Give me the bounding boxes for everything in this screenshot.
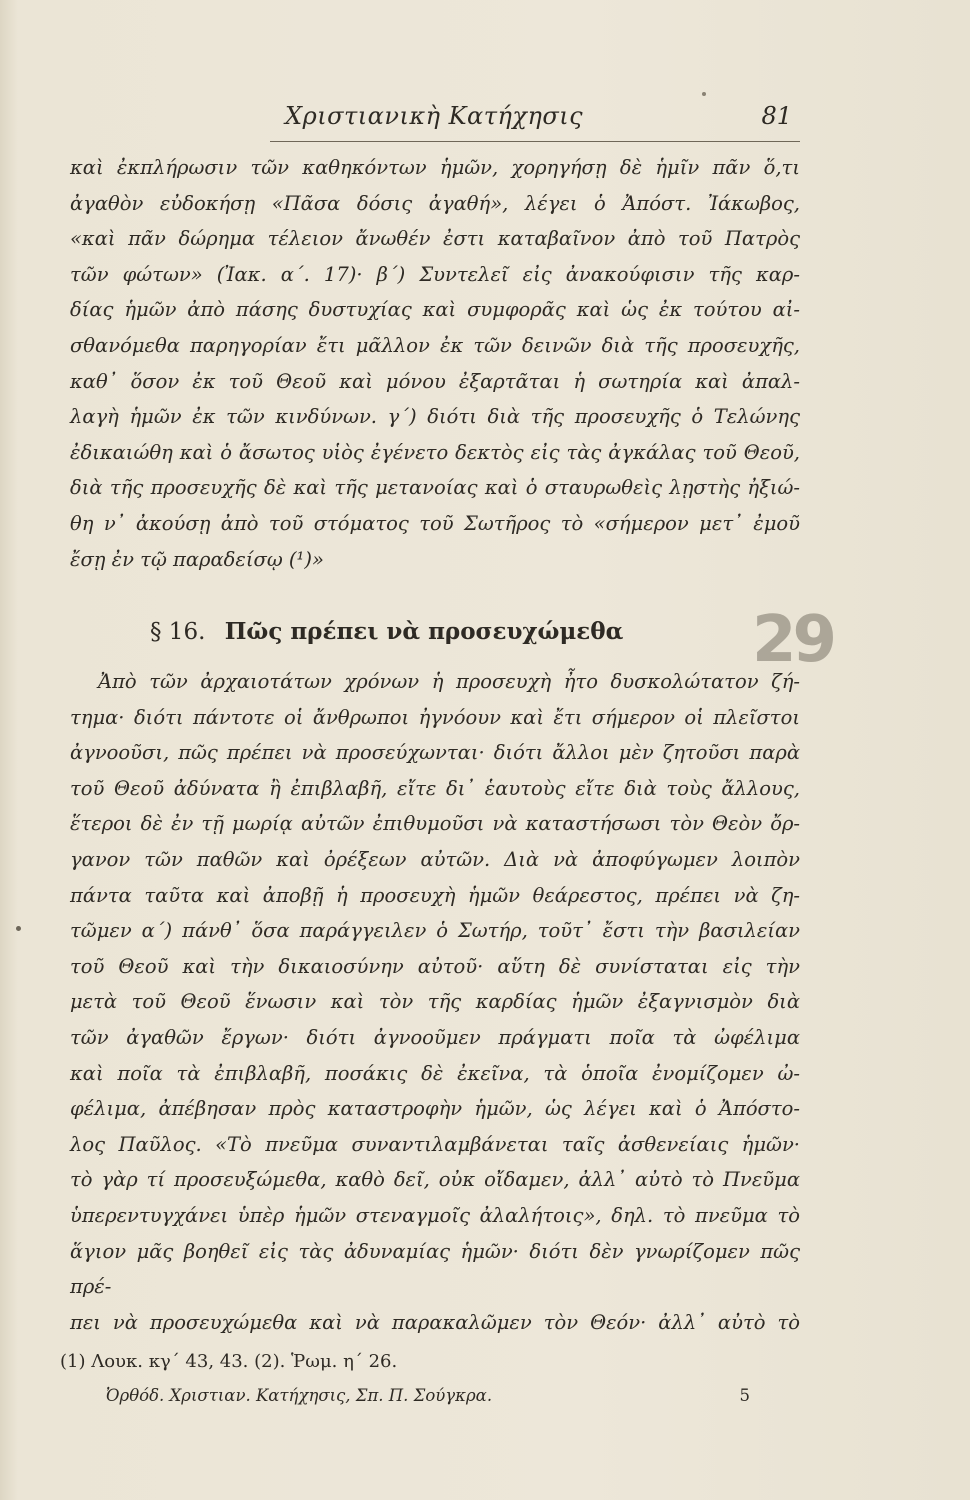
page-number: 81 [761,102,792,130]
handwritten-margin-number: 29 [752,603,834,677]
text-line: μετὰ τοῦ Θεοῦ ἕνωσιν καὶ τὸν τῆς καρδίας ἡμῶν ἐξαγνισμὸν διὰ [70,990,800,1014]
text-line: ἀγνοοῦσι, πῶς πρέπει νὰ προσεύχωνται· διότι ἄλλοι μὲν ζητοῦσι παρὰ [70,741,800,765]
book-title-signature: Ὀρθόδ. Χριστιαν. Κατήχησις, Σπ. Π. Σούγκρα. [106,1386,493,1405]
text-line: φέλιμα, ἀπέβησαν πρὸς καταστροφὴν ἡμῶν, ὡς λέγει καὶ ὁ Ἀπόστο- [70,1097,800,1121]
text-line: ἔσῃ ἐν τῷ παραδείσῳ (¹)» [70,547,324,571]
text-line: δίας ἡμῶν ἀπὸ πάσης δυστυχίας καὶ συμφορᾶς καὶ ὡς ἐκ τούτου αἰ- [70,298,800,322]
text-line: καὶ ποῖα τὰ ἐπιβλαβῆ, ποσάκις δὲ ἐκεῖνα, τὰ ὁποῖα ἐνομίζομεν ὠ- [70,1061,800,1085]
print-speck [702,92,706,96]
text-line: ἕτεροι δὲ ἐν τῇ μωρίᾳ αὐτῶν ἐπιθυμοῦσι νὰ καταστήσωσι τὸν Θεὸν ὄρ- [70,812,800,836]
text-line: τὸ γὰρ τί προσευξώμεθα, καθὸ δεῖ, οὐκ οἴδαμεν, ἀλλ᾽ αὐτὸ τὸ Πνεῦμα [70,1168,800,1192]
text-line: τῶν ἀγαθῶν ἔργων· διότι ἀγνοοῦμεν πράγματι ποῖα τὰ ὠφέλιμα [70,1025,800,1049]
section-title: Πῶς πρέπει νὰ προσευχώμεθα [224,618,624,645]
text-line: καὶ ἐκπλήρωσιν τῶν καθηκόντων ἡμῶν, χορηγήσῃ δὲ ἡμῖν πᾶν ὅ,τι [70,156,800,179]
footnotes [60,1345,800,1413]
text-line: τημα· διότι πάντοτε οἱ ἄνθρωποι ἠγνόουν καὶ ἔτι σήμερον οἱ πλεῖστοι [70,705,800,729]
section-heading [150,618,710,658]
text-line: τῶμεν α΄) πάνθ᾽ ὅσα παράγγειλεν ὁ Σωτήρ, τοῦτ᾽ ἔστι τὴν βασιλείαν [70,919,800,943]
text-line: ὑπερεντυγχάνει ὑπὲρ ἡμῶν στεναγμοῖς ἀλαλήτοις», δηλ. τὸ πνεῦμα τὸ [70,1203,800,1227]
section-number: § 16. [150,619,206,645]
text-line: τοῦ Θεοῦ ἀδύνατα ἢ ἐπιβλαβῆ, εἴτε δι᾽ ἑαυτοὺς εἴτε διὰ τοὺς ἄλλους, [70,776,800,800]
printer-signature-line [60,1379,800,1413]
text-line: λαγὴ ἡμῶν ἐκ τῶν κινδύνων. γ΄) διότι διὰ τῆς προσευχῆς ὁ Τελώνης [70,405,800,429]
text-line: γανον τῶν παθῶν καὶ ὀρέξεων αὐτῶν. Διὰ νὰ ἀποφύγωμεν λοιπὸν [70,847,800,871]
text-line: τῶν φώτων» (Ἰακ. α΄. 17)· β΄) Συντελεῖ εἰς ἀνακούφισιν τῆς καρ- [70,262,800,286]
signature-number: 5 [739,1386,750,1405]
text-line: σθανόμεθα παρηγορίαν ἔτι μᾶλλον ἐκ τῶν δεινῶν διὰ τῆς προσευχῆς, [70,333,800,357]
text-line: ἅγιον μᾶς βοηθεῖ εἰς τὰς ἀδυναμίας ἡμῶν· διότι δὲν γνωρίζομεν πῶς πρέ- [70,1239,800,1299]
text-line: ἐδικαιώθη καὶ ὁ ἄσωτος υἱὸς ἐγένετο δεκτὸς εἰς τὰς ἀγκάλας τοῦ Θεοῦ, [70,440,800,464]
text-line: πει νὰ προσευχώμεθα καὶ νὰ παρακαλῶμεν τὸν Θεόν· ἀλλ᾽ αὐτὸ τὸ [70,1310,800,1334]
text-line: θη ν᾽ ἀκούσῃ ἀπὸ τοῦ στόματος τοῦ Σωτῆρος τὸ «σήμερον μετ᾽ ἐμοῦ [70,511,800,535]
text-line: ἀγαθὸν εὐδοκήσῃ «Πᾶσα δόσις ἀγαθή», λέγει ὁ Ἀπόστ. Ἰάκωβος, [70,191,800,215]
running-title: Χριστιανικὴ Κατήχησις [285,102,584,130]
text-line: λος Παῦλος. «Τὸ πνεῦμα συναντιλαμβάνεται ταῖς ἀσθενείαις ἡμῶν· [70,1132,800,1156]
text-line: Ἀπὸ τῶν ἀρχαιοτάτων χρόνων ἡ προσευχὴ ἦτο δυσκολώτατον ζή- [98,670,800,693]
text-line: «καὶ πᾶν δώρημα τέλειον ἄνωθέν ἐστι καταβαῖνον ἀπὸ τοῦ Πατρὸς [70,227,800,251]
footnote-references: (1) Λουκ. κγ΄ 43, 43. (2). Ῥωμ. η΄ 26. [60,1351,398,1372]
header-rule [270,141,800,142]
paragraph-2 [70,664,800,1340]
text-line: πάντα ταῦτα καὶ ἀποβῇ ἡ προσευχὴ ἡμῶν θεάρεστος, πρέπει νὰ ζη- [70,883,800,907]
running-header [90,98,800,142]
margin-dot [16,926,21,931]
text-line: διὰ τῆς προσευχῆς δὲ καὶ τῆς μετανοίας καὶ ὁ σταυρωθεὶς λῃστὴς ἠξιώ- [70,476,800,500]
paragraph-1 [70,150,800,577]
text-line: καθ᾽ ὅσον ἐκ τοῦ Θεοῦ καὶ μόνου ἐξαρτᾶται ἡ σωτηρία καὶ ἀπαλ- [70,369,800,393]
text-line: τοῦ Θεοῦ καὶ τὴν δικαιοσύνην αὐτοῦ· αὕτη δὲ συνίσταται εἰς τὴν [70,954,800,978]
